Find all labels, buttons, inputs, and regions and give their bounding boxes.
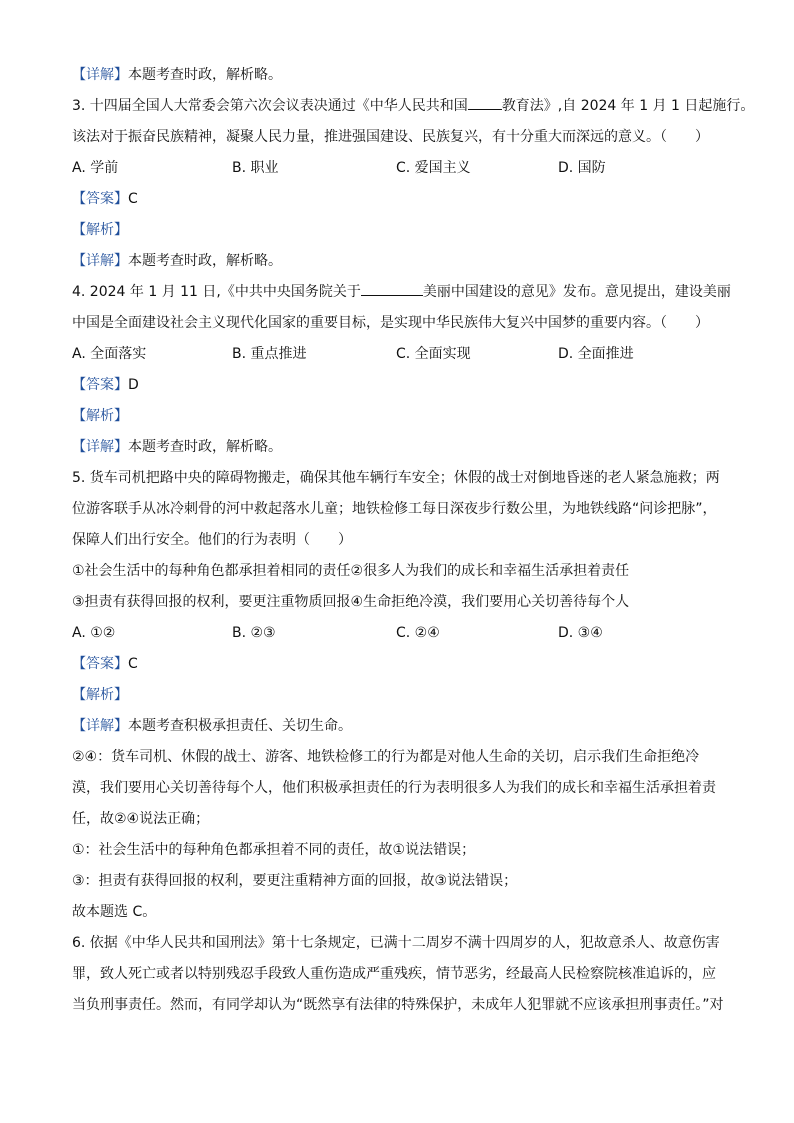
q3-option-b: B. 职业 (232, 160, 279, 176)
q5-option-a: A. ①② (72, 625, 116, 641)
analysis-tag: 【解析】 (72, 408, 128, 424)
q5-statement-line-2: ③担责有获得回报的权利，要更注重物质回报④生命拒绝冷漠，我们要用心关切善待每个人 (72, 594, 630, 610)
detail-text: 本题考查时政，解析略。 (128, 439, 282, 455)
q3-stem-part-b: 教育法》,自 2024 年 1 月 1 日起施行。 (501, 98, 755, 114)
q4-stem-part-a: 4. 2024 年 1 月 11 日,《中共中央国务院关于 (72, 284, 361, 300)
answer-tag: 【答案】 (72, 656, 128, 672)
analysis-tag: 【解析】 (72, 687, 128, 703)
q4-options (72, 339, 732, 370)
q5-explanation-line-4: ①：社会生活中的每种角色都承担着不同的责任，故①说法错误； (72, 842, 476, 858)
detail-text: 本题考查积极承担责任、关切生命。 (128, 718, 352, 734)
q4-option-a: A. 全面落实 (72, 346, 147, 362)
q5-options (72, 618, 732, 649)
q3-option-c: C. 爱国主义 (396, 160, 471, 176)
detail-text: 本题考查时政，解析略。 (128, 67, 282, 83)
answer-tag: 【答案】 (72, 191, 128, 207)
answer-value: C (128, 191, 138, 207)
q6-stem-line-3: 当负刑事责任。然而，有同学却认为“既然享有法律的特殊保护，未成年人犯罪就不应该承担刑事责任。”对 (72, 997, 724, 1013)
q5-explanation-line-6: 故本题选 C。 (72, 904, 157, 920)
q4-option-c: C. 全面实现 (396, 346, 471, 362)
q2-detail (72, 60, 732, 91)
answer-value: D (128, 377, 139, 393)
detail-tag: 【详解】 (72, 718, 128, 734)
q5-option-d: D. ③④ (558, 625, 603, 641)
q6-stem-line-2: 罪，致人死亡或者以特别残忍手段致人重伤造成严重残疾，情节恶劣，经最高人民检察院核准追诉的，应 (72, 966, 716, 982)
q4-analysis (72, 401, 732, 432)
q5-explanation-line-5: ③：担责有获得回报的权利，要更注重精神方面的回报，故③说法错误； (72, 873, 518, 889)
q5-explanation-line-2: 漠，我们要用心关切善待每个人，他们积极承担责任的行为表明很多人为我们的成长和幸福生活承担着责 (72, 780, 716, 796)
q4-stem-line-2: 中国是全面建设社会主义现代化国家的重要目标，是实现中华民族伟大复兴中国梦的重要内容。（ ） (72, 315, 709, 331)
q3-detail (72, 246, 732, 277)
detail-tag: 【详解】 (72, 439, 128, 455)
q4-stem-line-1 (72, 277, 732, 308)
q3-options (72, 153, 732, 184)
answer-value: C (128, 656, 138, 672)
answer-tag: 【答案】 (72, 377, 128, 393)
q4-answer (72, 370, 732, 401)
q4-option-d: D. 全面推进 (558, 346, 634, 362)
q5-option-c: C. ②④ (396, 625, 440, 641)
q5-answer (72, 649, 732, 680)
q4-detail (72, 432, 732, 463)
document-page (72, 60, 755, 1021)
detail-tag: 【详解】 (72, 67, 128, 83)
q5-stem-line-1: 5. 货车司机把路中央的障碍物搬走，确保其他车辆行车安全；休假的战士对倒地昏迷的老人紧急施救；两 (72, 470, 720, 486)
q5-analysis (72, 680, 732, 711)
q3-option-d: D. 国防 (558, 160, 606, 176)
q5-stem-line-2: 位游客联手从冰冷刺骨的河中救起落水儿童；地铁检修工每日深夜步行数公里，为地铁线路“问诊把脉”， (72, 501, 717, 517)
q5-detail (72, 711, 732, 742)
q4-option-b: B. 重点推进 (232, 346, 307, 362)
q3-stem-line-2: 该法对于振奋民族精神，凝聚人民力量，推进强国建设、民族复兴，有十分重大而深远的意义。（ ） (72, 129, 709, 145)
q4-blank (361, 279, 423, 296)
q3-stem-line-1 (72, 91, 755, 122)
q3-option-a: A. 学前 (72, 160, 119, 176)
detail-text: 本题考查时政，解析略。 (128, 253, 282, 269)
q3-stem-part-a: 3. 十四届全国人大常委会第六次会议表决通过《中华人民共和国 (72, 98, 468, 114)
q6-stem-line-1: 6. 依据《中华人民共和国刑法》第十七条规定，已满十二周岁不满十四周岁的人，犯故意杀人、故意伤害 (72, 935, 720, 951)
q5-explanation-line-3: 任，故②④说法正确； (72, 811, 210, 827)
q3-blank (468, 93, 502, 110)
q5-statement-line-1: ①社会生活中的每种角色都承担着相同的责任②很多人为我们的成长和幸福生活承担着责任 (72, 563, 630, 579)
q5-explanation-line-1: ②④：货车司机、休假的战士、游客、地铁检修工的行为都是对他人生命的关切，启示我们生命拒绝冷 (72, 749, 700, 765)
q4-stem-part-b: 美丽中国建设的意见》发布。意见提出，建设美丽 (422, 284, 731, 300)
detail-tag: 【详解】 (72, 253, 128, 269)
q3-answer (72, 184, 732, 215)
q5-stem-line-3: 保障人们出行安全。他们的行为表明（ ） (72, 532, 352, 548)
analysis-tag: 【解析】 (72, 222, 128, 238)
q5-option-b: B. ②③ (232, 625, 276, 641)
q3-analysis (72, 215, 732, 246)
